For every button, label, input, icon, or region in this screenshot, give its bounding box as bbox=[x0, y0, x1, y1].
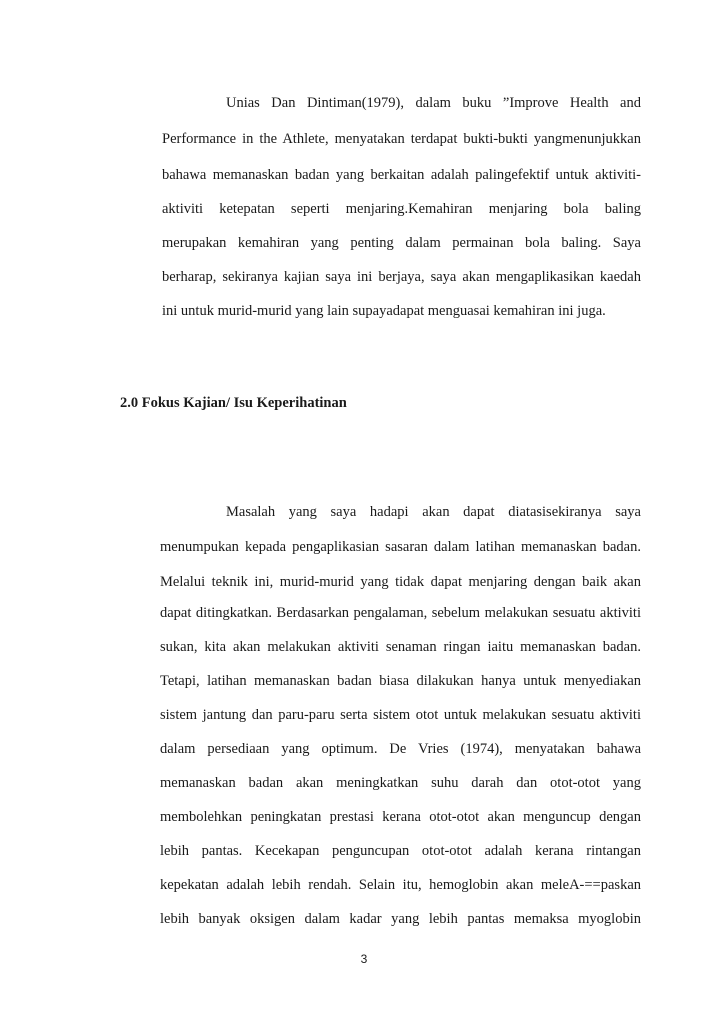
paragraph-2-line-1: Masalah yang saya hadapi akan dapat diatasisekiranya saya bbox=[226, 504, 641, 520]
paragraph-1-line-6: berharap, sekiranya kajian saya ini berjaya, saya akan mengaplikasikan kaedah bbox=[162, 269, 641, 285]
paragraph-2-line-3: Melalui teknik ini, murid-murid yang tidak dapat menjaring dengan baik akan bbox=[160, 574, 641, 590]
paragraph-2-line-13: lebih banyak oksigen dalam kadar yang lebih pantas memaksa myoglobin bbox=[160, 911, 641, 927]
paragraph-1-line-7: ini untuk murid-murid yang lain supayadapat menguasai kemahiran ini juga. bbox=[162, 303, 606, 319]
paragraph-2-line-11: lebih pantas. Kecekapan penguncupan otot-otot adalah kerana rintangan bbox=[160, 843, 641, 859]
paragraph-2-line-2: menumpukan kepada pengaplikasian sasaran dalam latihan memanaskan badan. bbox=[160, 539, 641, 555]
paragraph-1-line-5: merupakan kemahiran yang penting dalam permainan bola baling. Saya bbox=[162, 235, 641, 251]
paragraph-2-line-9: memanaskan badan akan meningkatkan suhu darah dan otot-otot yang bbox=[160, 775, 641, 791]
paragraph-2-line-8: dalam persediaan yang optimum. De Vries (1974), menyatakan bahawa bbox=[160, 741, 641, 757]
paragraph-2-line-7: sistem jantung dan paru-paru serta sistem otot untuk melakukan sesuatu aktiviti bbox=[160, 707, 641, 723]
paragraph-1-line-4: aktiviti ketepatan seperti menjaring.Kemahiran menjaring bola baling bbox=[162, 201, 641, 217]
paragraph-2-line-6: Tetapi, latihan memanaskan badan biasa dilakukan hanya untuk menyediakan bbox=[160, 673, 641, 689]
paragraph-2-line-4: dapat ditingkatkan. Berdasarkan pengalaman, sebelum melakukan sesuatu aktiviti bbox=[160, 605, 641, 621]
page-number: 3 bbox=[360, 952, 368, 966]
paragraph-1-line-1: Unias Dan Dintiman(1979), dalam buku ”Improve Health and bbox=[226, 95, 641, 111]
paragraph-2-line-12: kepekatan adalah lebih rendah. Selain itu, hemoglobin akan meleA-==paskan bbox=[160, 877, 641, 893]
paragraph-2-line-5: sukan, kita akan melakukan aktiviti senaman ringan iaitu memanaskan badan. bbox=[160, 639, 641, 655]
paragraph-2-line-10: membolehkan peningkatan prestasi kerana otot-otot akan menguncup dengan bbox=[160, 809, 641, 825]
section-heading: 2.0 Fokus Kajian/ Isu Keperihatinan bbox=[120, 395, 347, 411]
paragraph-1-line-3: bahawa memanaskan badan yang berkaitan adalah palingefektif untuk aktiviti- bbox=[162, 167, 641, 183]
paragraph-1-line-2: Performance in the Athlete, menyatakan terdapat bukti-bukti yangmenunjukkan bbox=[162, 131, 641, 147]
